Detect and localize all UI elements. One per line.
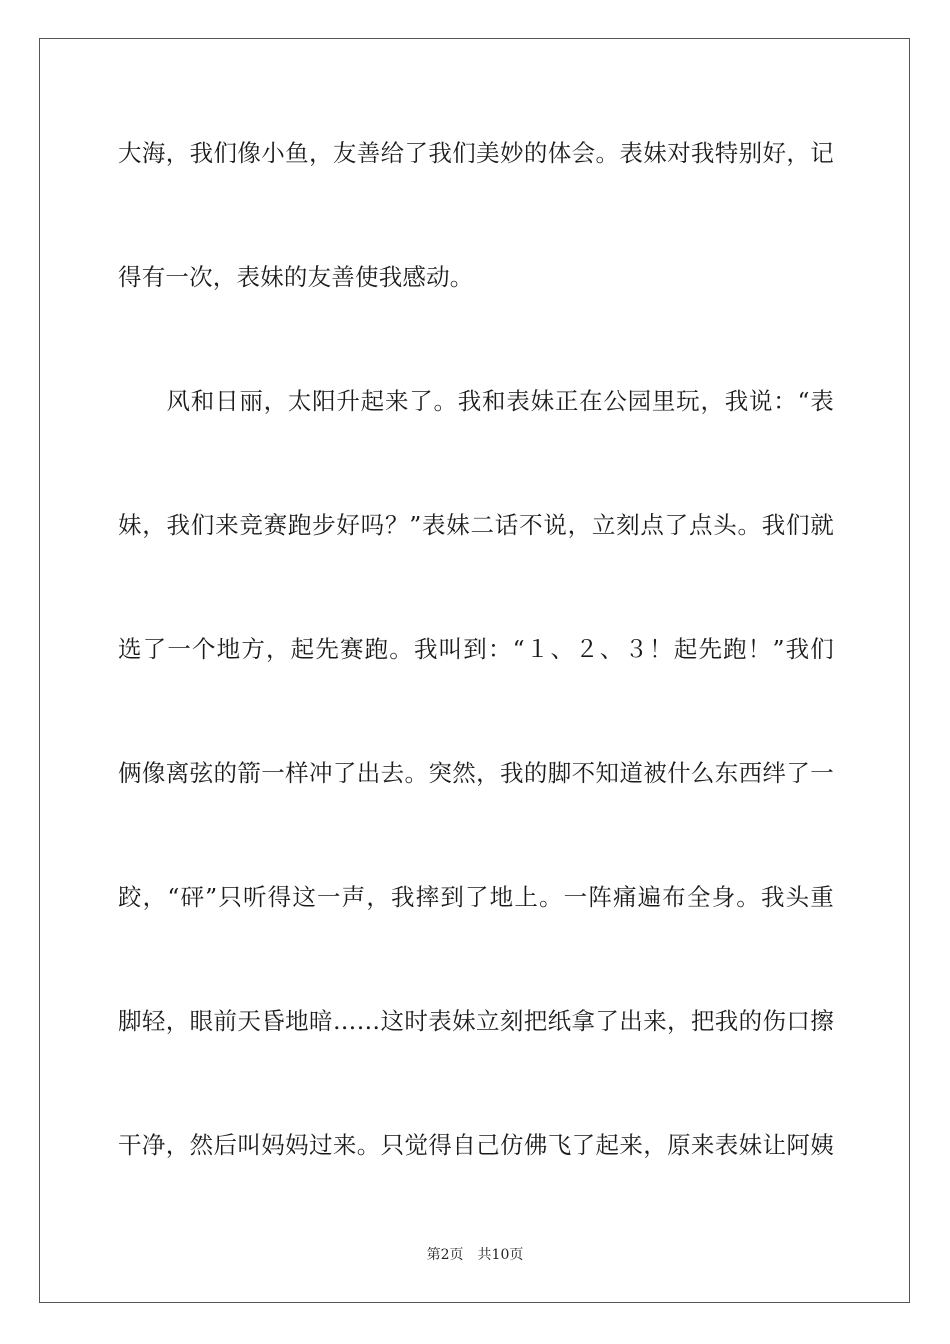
page-number: 第2页 共10页 [426, 1247, 524, 1263]
paragraph-line: 大海，我们像小鱼，友善给了我们美妙的体会。表妹对我特别好，记 [118, 139, 834, 167]
paragraph-line: 干净，然后叫妈妈过来。只觉得自己仿佛飞了起来，原来表妹让阿姨 [118, 1131, 834, 1159]
paragraph-line: 妹，我们来竞赛跑步好吗？”表妹二话不说，立刻点了点头。我们就 [118, 511, 834, 539]
paragraph-line: 俩像离弦的箭一样冲了出去。突然，我的脚不知道被什么东西绊了一 [118, 759, 834, 787]
paragraph-line: 跤，“砰”只听得这一声，我摔到了地上。一阵痛遍布全身。我头重 [118, 883, 834, 911]
paragraph-line: 脚轻，眼前天昏地暗……这时表妹立刻把纸拿了出来，把我的伤口擦 [118, 1007, 834, 1035]
paragraph-line: 选了一个地方，起先赛跑。我叫到：“１、２、３！起先跑！”我们 [118, 635, 834, 663]
page-frame [39, 38, 910, 1303]
paragraph-line: 风和日丽，太阳升起来了。我和表妹正在公园里玩，我说：“表 [118, 387, 834, 415]
paragraph-line: 得有一次，表妹的友善使我感动。 [118, 263, 474, 291]
